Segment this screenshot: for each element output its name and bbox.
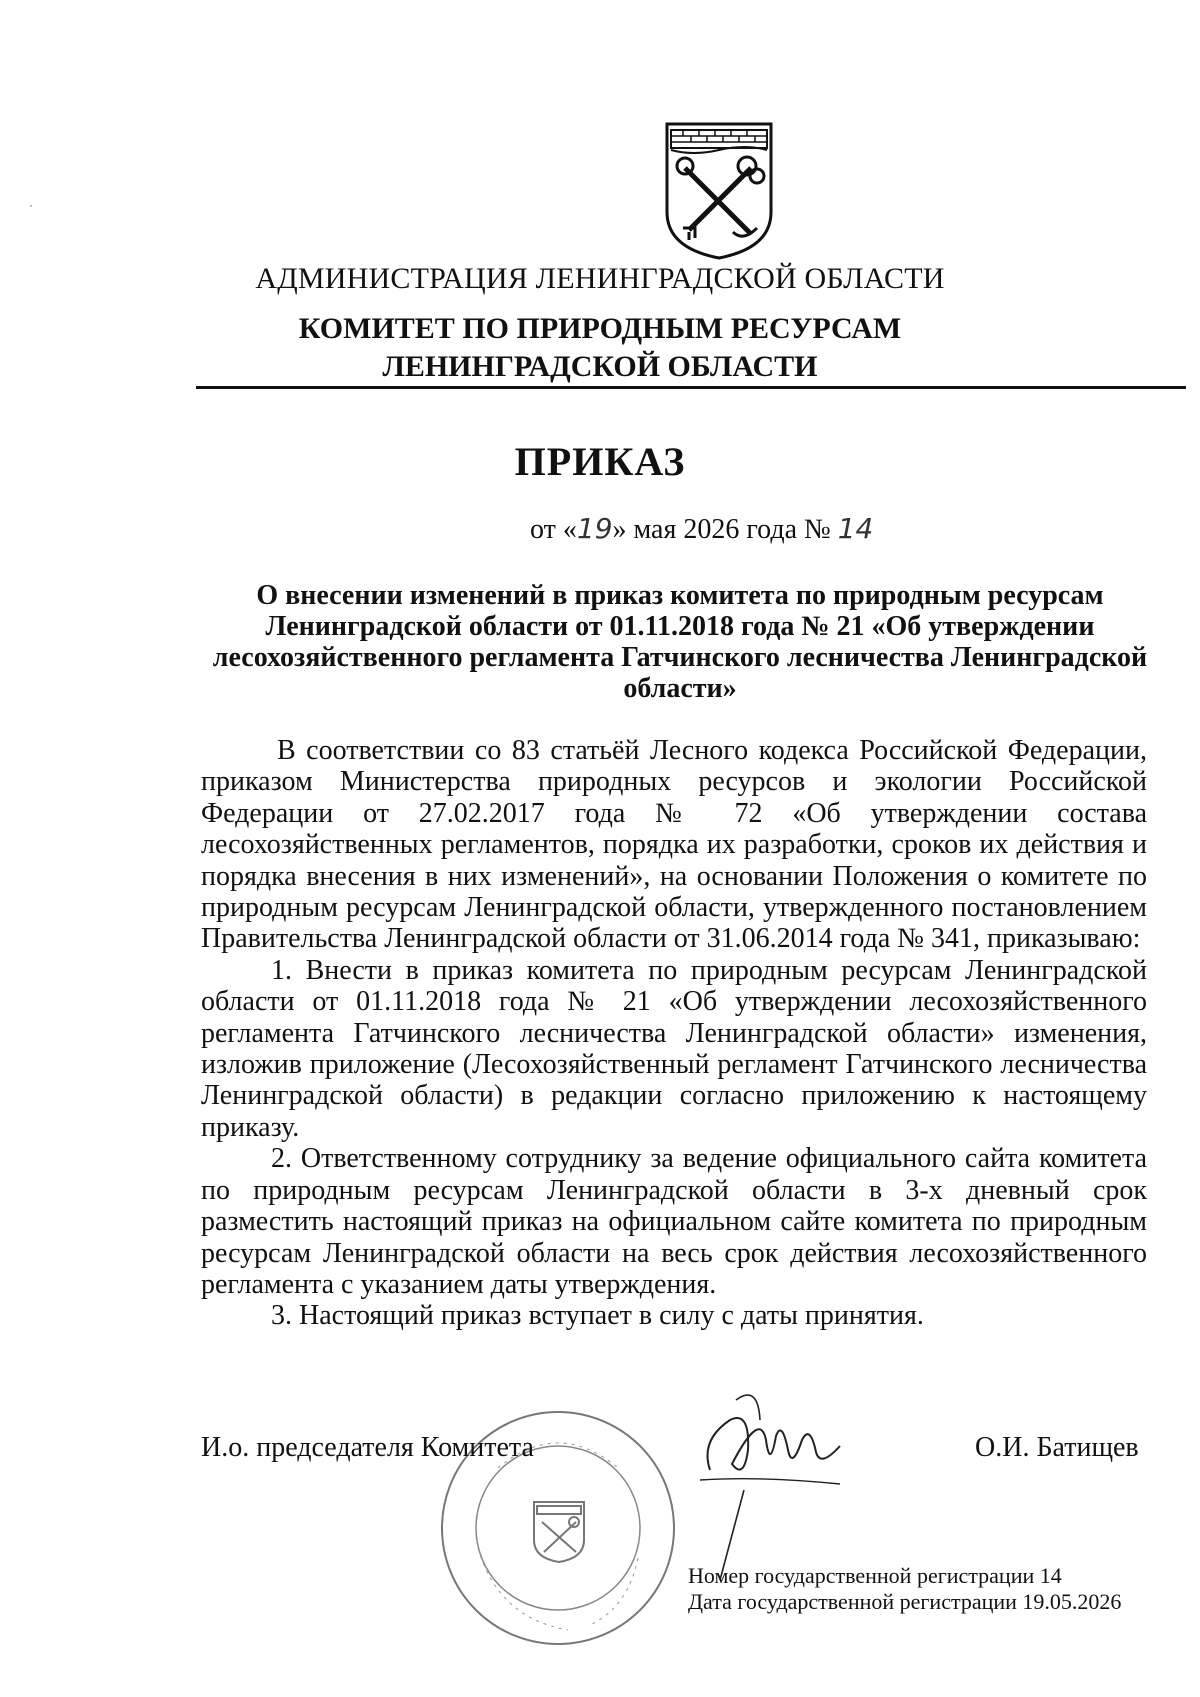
document-number-handwritten: 14: [837, 512, 874, 545]
body-preamble: В соответствии со 83 статьёй Лесного кодекса Российской Федерации, приказом Министерства природных ресурсов и экологии Российской Федерации от 27.02.2017 года № 72 «Об утверждении состава лесохозяйственных регламентов, порядка их разработки, сроков их действия и порядка внесения в них изменений», на основании Положения о комитете по природным ресурсам Ленинградской области, утвержденного постановлением Правительства Ленинградской области от 31.06.2014 года № 341, приказываю:: [201, 735, 1147, 955]
committee-name: [0, 310, 1200, 386]
coat-of-arms-emblem: [663, 120, 775, 262]
document-date-line: [530, 512, 873, 546]
administration-name: АДМИНИСТРАЦИЯ ЛЕНИНГРАДСКОЙ ОБЛАСТИ: [255, 262, 945, 295]
committee-name-line2: ЛЕНИНГРАДСКОЙ ОБЛАСТИ: [382, 350, 818, 383]
scan-artifact: [30, 205, 32, 207]
body-item-3: 3. Настоящий приказ вступает в силу с даты принятия.: [271, 1300, 924, 1332]
date-rest: » мая 2026 года №: [612, 514, 831, 545]
document-title: ПРИКАЗ: [514, 439, 686, 484]
body-item-1: 1. Внести в приказ комитета по природным ресурсам Ленинградской области от 01.11.2018 года № 21 «Об утверждении лесохозяйственного регламента Гатчинского лесничества Ленинградской области» изменения, изложив приложение (Лесохозяйственный регламент Гатчинского лесничества Ленинградской области) в редакции согласно приложению к настоящему приказу.: [201, 954, 1147, 1143]
handwritten-signature: [640, 1380, 860, 1590]
signatory-position: И.о. председателя Комитета: [201, 1432, 534, 1463]
document-body: [201, 735, 1147, 1332]
body-item-2: 2. Ответственному сотруднику за ведение официального сайта комитета по природным ресурсам Ленинградской области в 3-х дневный срок разместить настоящий приказ на официальном сайте комитета по природным ресурсам Ленинградской области на весь срок действия лесохозяйственного регламента с указанием даты утверждения.: [201, 1143, 1147, 1300]
registration-date: Дата государственной регистрации 19.05.2026: [688, 1589, 1122, 1614]
document-subject: О внесении изменений в приказ комитета по природным ресурсам Ленинградской области от 01.11.2018 года № 21 «Об утверждении лесохозяйственного регламента Гатчинского лесничества Ленинградской области»: [212, 580, 1148, 704]
registration-number: Номер государственной регистрации 14: [688, 1563, 1062, 1588]
date-day-handwritten: 19: [576, 512, 613, 545]
date-prefix: от «: [530, 514, 577, 545]
committee-name-line1: КОМИТЕТ ПО ПРИРОДНЫМ РЕСУРСАМ: [298, 312, 902, 345]
signatory-name: О.И. Батищев: [975, 1432, 1139, 1463]
header-divider: [196, 386, 1186, 389]
